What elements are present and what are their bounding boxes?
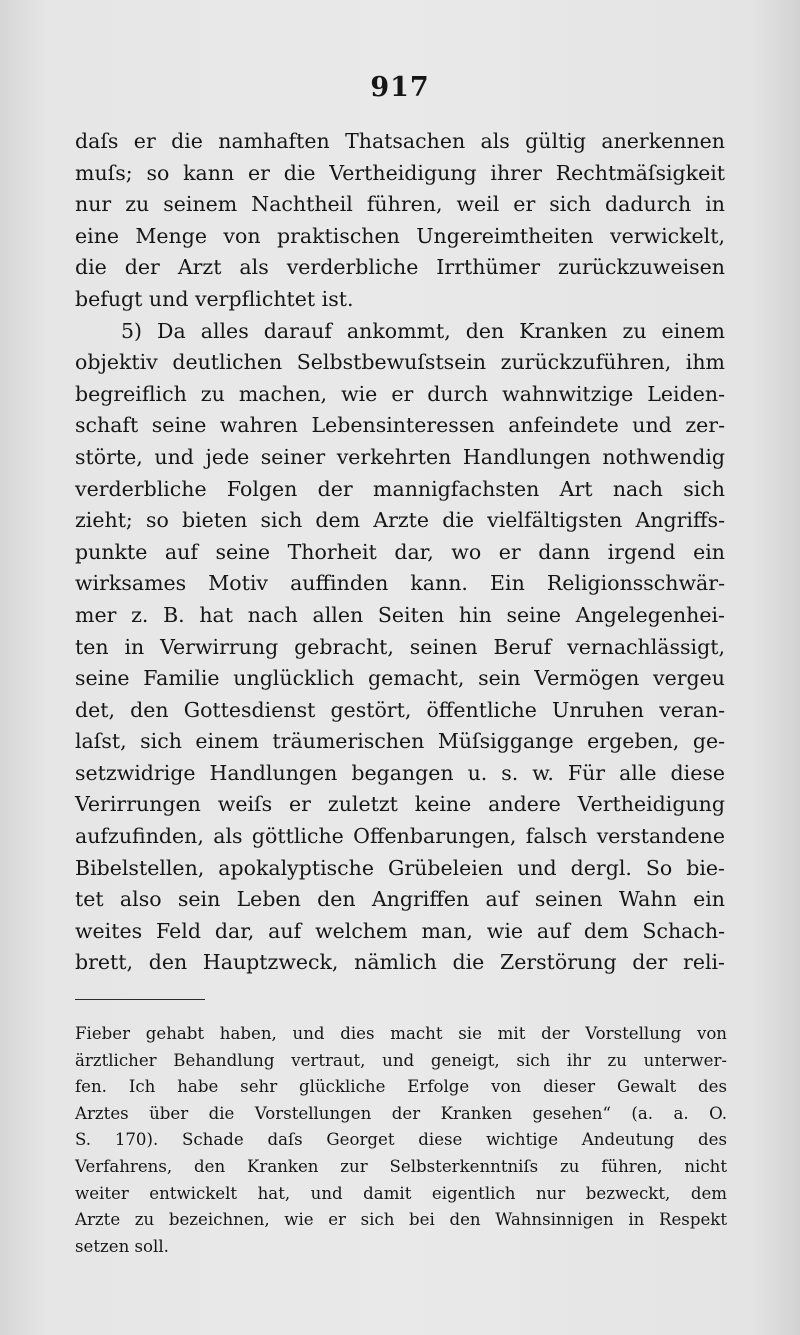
text-line: punkte auf seine Thorheit dar, wo er dann irgend ein	[75, 539, 725, 564]
text-line: schaft seine wahren Lebensinteressen anfeindete und zer-	[75, 413, 725, 438]
text-line: objektiv deutlichen Selbstbewuſstsein zurückzuführen, ihm	[75, 350, 725, 375]
text-line: wirksames Motiv auffinden kann. Ein Religionsschwär-	[75, 571, 725, 596]
footnote-line: weiter entwickelt hat, und damit eigentlich nur bezweckt, dem	[75, 1183, 727, 1203]
text-line: mer z. B. hat nach allen Seiten hin seine Angelegenhei-	[75, 602, 725, 627]
text-line: muſs; so kann er die Vertheidigung ihrer Rechtmäſsigkeit	[75, 160, 725, 185]
text-line: die der Arzt als verderbliche Irrthümer zurückzuweisen	[75, 255, 725, 280]
footnote-line: Arztes über die Vorstellungen der Kranken gesehen“ (a. a. O.	[75, 1103, 727, 1123]
text-line: seine Familie unglücklich gemacht, sein Vermögen vergeu	[75, 666, 725, 691]
text-line: befugt und verpflichtet ist.	[75, 286, 354, 311]
footnote-line: S. 170). Schade daſs Georget diese wichtige Andeutung des	[75, 1130, 727, 1150]
footnote-line: Fieber gehabt haben, und dies macht sie mit der Vorstellung von	[75, 1024, 727, 1043]
text-line: eine Menge von praktischen Ungereimtheiten verwickelt,	[75, 223, 725, 248]
text-line: ten in Verwirrung gebracht, seinen Beruf vernachlässigt,	[75, 634, 725, 659]
text-line: det, den Gottesdienst gestört, öffentliche Unruhen veran-	[75, 697, 725, 722]
text-line: begreiflich zu machen, wie er durch wahnwitzige Leiden-	[75, 381, 725, 406]
text-line: weites Feld dar, auf welchem man, wie auf dem Schach-	[75, 918, 725, 943]
text-line: laſst, sich einem träumerischen Müſsiggange ergeben, ge-	[75, 729, 725, 754]
text-line: zieht; so bieten sich dem Arzte die vielfältigsten Angriffs-	[75, 508, 725, 533]
text-line: Bibelstellen, apokalyptische Grübeleien und dergl. So bie-	[75, 855, 725, 880]
text-line: daſs er die namhaften Thatsachen als gültig anerkennen	[75, 129, 725, 153]
page-number: 917	[370, 72, 430, 103]
text-line: störte, und jede seiner verkehrten Handlungen nothwendig	[75, 444, 725, 469]
footnote-divider	[75, 999, 205, 1000]
footnote-line: Verfahrens, den Kranken zur Selbsterkenntniſs zu führen, nicht	[75, 1156, 727, 1176]
footnote-text	[75, 1021, 727, 1260]
text-line: verderbliche Folgen der mannigfachsten Art nach sich	[75, 476, 725, 501]
text-line: 5) Da alles darauf ankommt, den Kranken zu einem	[121, 318, 725, 343]
text-line: Verirrungen weiſs er zuletzt keine andere Vertheidigung	[75, 792, 725, 817]
text-line: setzwidrige Handlungen begangen u. s. w. Für alle diese	[75, 760, 725, 785]
text-line: nur zu seinem Nachtheil führen, weil er sich dadurch in	[75, 192, 725, 217]
footnote-line: ärztlicher Behandlung vertraut, und geneigt, sich ihr zu unterwer-	[75, 1050, 727, 1070]
text-line: aufzufinden, als göttliche Offenbarungen, falsch verstandene	[75, 824, 725, 849]
footnote-line: setzen soll.	[75, 1236, 169, 1256]
text-line: tet also sein Leben den Angriffen auf seinen Wahn ein	[75, 887, 725, 912]
footnote-line: fen. Ich habe sehr glückliche Erfolge von dieser Gewalt des	[75, 1077, 727, 1097]
main-text	[75, 126, 725, 979]
footnote-line: Arzte zu bezeichnen, wie er sich bei den Wahnsinnigen in Respekt	[75, 1210, 727, 1230]
text-line: brett, den Hauptzweck, nämlich die Zerstörung der reli-	[75, 950, 725, 975]
